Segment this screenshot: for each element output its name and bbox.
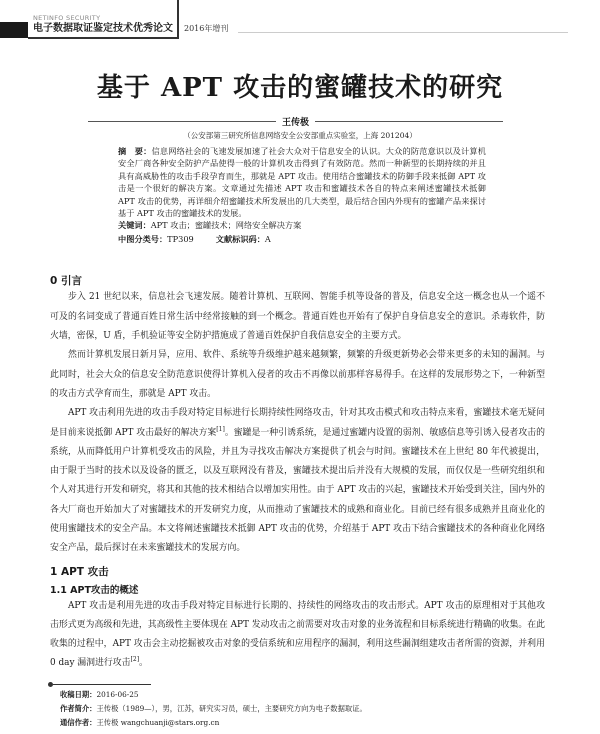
footnote-received [60,688,600,702]
header-issue: 2016年增刊 [184,24,229,33]
author-rule-right [315,121,503,122]
section-1-1-heading: 1.1 APT攻击的概述 [50,584,139,596]
intro-p3-text-b: 。蜜罐是一种引诱系统，是通过蜜罐内设置的弱剂、敏感信息等引诱入侵者攻击的系统，从而降低用户计算机受攻击的风险，并且为寻找攻击解决方案提供了机会与时间。蜜罐技术在上世纪 80 年代被提出，由于限于当时的技术以及设备的匮乏，以及互联网没有普及，蜜罐技术提出后并没有大规模的发展，而仅仅是一些研究组织和个人对其进行开发和研究，将其和其他的技术相结合以增加实用性。由于 APT 攻击的兴起，蜜罐技术开始受到关注，国内外的各大厂商也开始加大了对蜜罐技术的开发研究力度，从而推动了蜜罐技术的成熟和商业化。目前已经有很多成熟并且商业化的使用蜜罐技术的安全产品。本文将阐述蜜罐技术抵御 APT 攻击的优势，介绍基于 APT 攻击下结合蜜罐技术的各种商业化网络安全产品，最后探讨在未来蜜罐技术的发展方向。 [50,427,545,554]
section-1-1-paragraph [50,597,545,674]
footnote-bio [60,702,600,716]
header-brand: NETINFO SECURITY [33,14,101,22]
doc-code-label: 文献标识码： [215,233,265,244]
contact-label: 通信作者： [60,717,97,727]
received-label: 收稿日期： [60,689,97,699]
received-date: 2016-06-25 [96,689,139,699]
s11-text-a: APT 攻击是利用先进的攻击手段对特定目标进行长期的、持续性的网络攻击的攻击形式。APT 攻击的原理相对于其他攻击形式更为高级和先进，其高级性主要体现在 APT 发动攻击之前需要对攻击对象的业务流程和目标系统进行精确的收集。在此收集的过程中，APT 攻击会主动挖掘被攻击对象的受信系统和应用程序的漏洞，利用这些漏洞组建攻击者所需的资源，并利用 0 day 漏洞进行攻击 [50,600,545,669]
footnotes [48,682,600,730]
header-journal: 电子数据取证鉴定技术优秀论文 [33,23,173,34]
clc-label: 中图分类号： [118,233,168,244]
body-text [50,274,545,673]
keywords [118,219,600,233]
footnote-rule [53,684,151,685]
intro-paragraph-1: 步入 21 世纪以来，信息社会飞速发展。随着计算机、互联网、智能手机等设备的普及，信息安全这一概念也从一个遥不可及的名词变成了普通百姓日常生活中经常接触的到一个概念。普通百姓也开始有了保护自身信息安全的意识。杀毒软件，防火墙，密保，U 盾，手机验证等安全防护措施成了普通百姓保护自我信息安全的主要方式。 [50,292,545,342]
header-row [28,0,568,39]
header-frame [28,0,179,39]
intro-paragraph-3 [50,404,545,558]
doc-code-value: A [264,233,271,244]
abstract [118,145,486,219]
keywords-text: APT 攻击；蜜罐技术；网络安全解决方案 [150,220,302,231]
intro-p3-text-a: APT 攻击利用先进的攻击手段对特定目标进行长期持续性网络攻击，针对其攻击模式和攻击特点来看，蜜罐技术毫无疑问是目前来说抵御 APT 攻击最好的解决方案 [50,408,545,438]
s11-text-b: 。 [139,658,148,669]
bio-label: 作者简介： [60,703,97,713]
author-row [88,114,503,128]
citation-1: [1] [216,425,225,433]
abstract-label: 摘 要： [118,146,152,156]
contact-text: 王传极 wangchuanji@stars.org.cn [96,717,220,727]
intro-paragraph-2: 然而计算机发展日新月异，应用、软件、系统等升级维护越来越频繁，频繁的升级更新势必会带来更多的未知的漏洞。与此同时，社会大众的信息安全防范意识使得计算机入侵者的攻击不再像以前那样容易得手。在这样的发展形势之下，一种新型的攻击方式孕育而生，那就是 APT 攻击。 [50,350,545,399]
clc-value: TP309 [167,233,194,244]
running-header [0,0,600,42]
section-0-heading: 0 引言 [50,275,82,288]
section-1-heading: 1 APT 攻击 [50,565,109,578]
citation-2: [2] [130,656,140,664]
header-rule [238,32,568,33]
paper-title: 基于 APT 攻击的蜜罐技术的研究 [96,73,504,103]
bio-text: 王传极（1989—），男，江苏，研究实习员，硕士，主要研究方向为电子数据取证。 [96,703,367,713]
author-name: 王传极 [282,117,310,128]
abstract-text: 信息网络社会的飞速发展加速了社会大众对于信息安全的认识。大众的防范意识以及计算机安全厂商各种安全防护产品使得一般的计算机攻击得到了有效防范。然而一种新型的长期持续的并且具有高威胁性的攻击手段孕育而生，那就是 APT 攻击。使用结合蜜罐技术的防御手段来抵御 APT 攻击是一个很好的解决方案。文章通过先描述 APT 攻击和蜜罐技术各自的特点来阐述蜜罐技术抵御 APT 攻击的优势，再详细介绍蜜罐技术所发展出的几大类型，最后结合国内外现有的蜜罐产品来探讨基于 APT 攻击的蜜罐技术的发展。 [118,146,486,219]
affiliation: （公安部第三研究所信息网络安全公安部重点实验室，上海 201204） [183,131,417,140]
classification [118,233,600,247]
author-rule-left [88,121,276,122]
keywords-label: 关键词： [118,220,151,231]
